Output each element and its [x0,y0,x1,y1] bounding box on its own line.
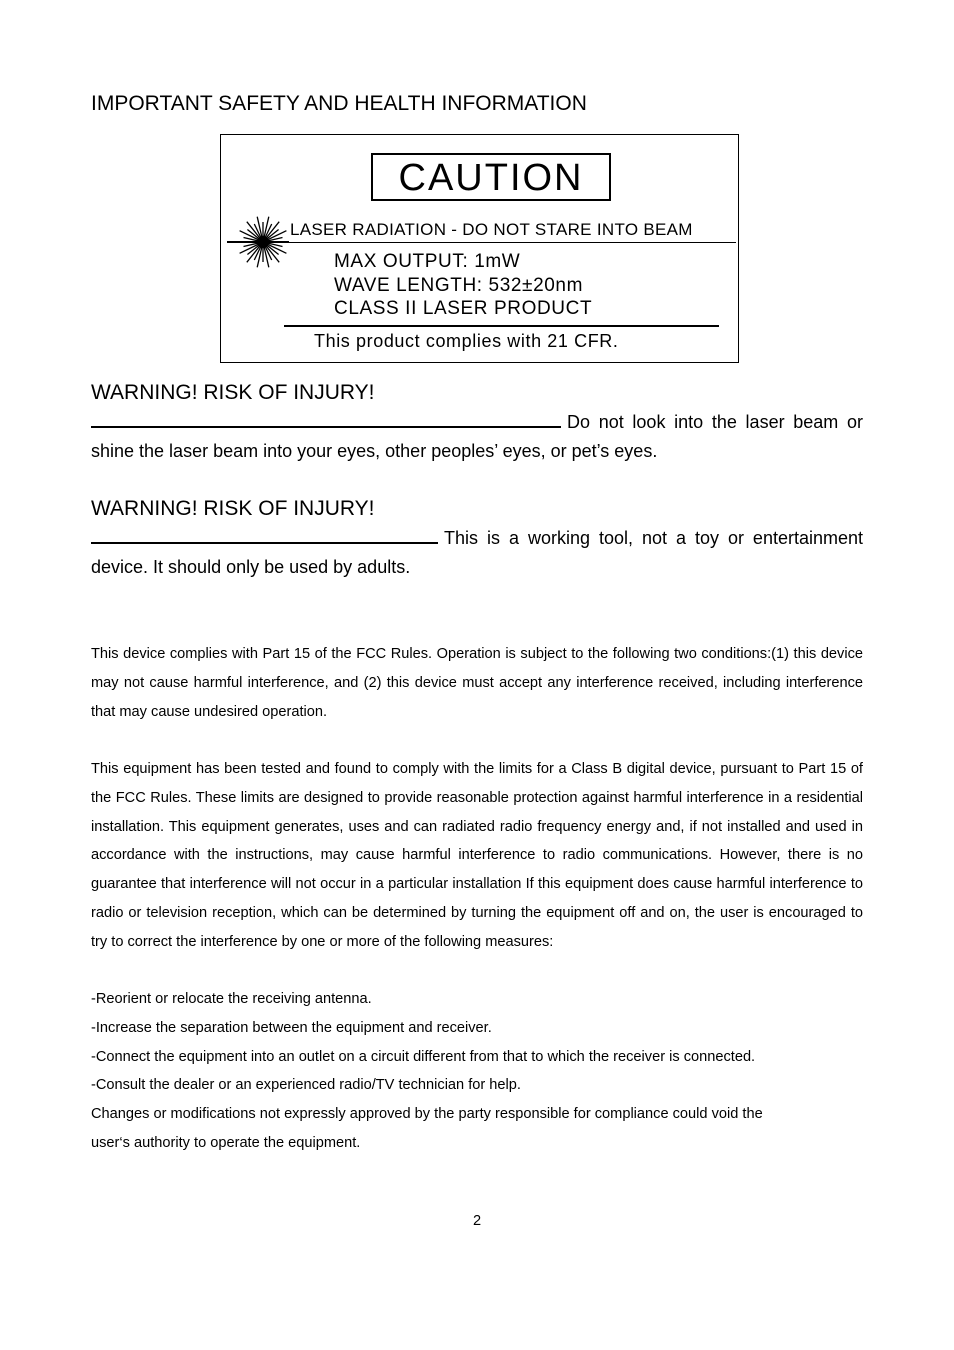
warning-body-1-first: Do not look into the laser beam or [567,412,863,432]
warning-body-2-first: This is a working tool, not a toy or entertainment [444,528,863,548]
fcc-measure-item: -Connect the equipment into an outlet on a circuit different from that to which the receiver is connected. [91,1048,756,1065]
caution-label [220,134,739,363]
spec-laser-class: CLASS II LASER PRODUCT [334,298,593,319]
caution-title-frame [371,153,611,201]
fcc-measure-item: -Increase the separation between the equipment and receiver. [91,1019,492,1036]
warning-heading-2: WARNING! RISK OF INJURY! [91,497,375,520]
warning-body-1-rest: shine the laser beam into your eyes, other peoples’ eyes, or pet’s eyes. [91,441,658,461]
page-number: 2 [472,1213,482,1229]
warning-heading-1: WARNING! RISK OF INJURY! [91,381,375,404]
warning-body-2-rest: device. It should only be used by adults. [91,557,411,577]
fcc-measure-item: -Consult the dealer or an experienced radio/TV technician for help. [91,1077,521,1094]
fcc-paragraph-1 [91,640,863,726]
caution-title: CAUTION [398,157,584,199]
compliance-text: This product complies with 21 CFR. [314,331,619,351]
fcc-measures-list [91,985,881,1100]
fcc-measure-item: -Reorient or relocate the receiving antenna. [91,991,372,1007]
laser-warning-underline [227,242,736,243]
fcc-paragraph-1-text: This device complies with Part 15 of the FCC Rules. Operation is subject to the following two conditions:(1) this device may not cause harmful interference, and (2) this device must accept any interference received, including interference that may cause undesired operation. [91,646,863,720]
warning-redaction-line [91,408,561,428]
fcc-closing [91,1100,863,1158]
fcc-paragraph-2 [91,755,863,957]
compliance-divider [284,325,719,327]
fcc-closing-line: user‘s authority to operate the equipment. [91,1134,361,1151]
fcc-closing-line: Changes or modifications not expressly approved by the party responsible for compliance could void the [91,1106,763,1122]
fcc-paragraph-2-text: This equipment has been tested and found to comply with the limits for a Class B digital device, pursuant to Part 15 of the FCC Rules. These limits are designed to provide reasonable protection against harmful interference in a residential installation. This equipment generates, uses and can radiated radio frequency energy and, if not installed and used in accordance with the instructions, may cause harmful interference to radio communications. However, there is no guarantee that interference will not occur in a particular installation If this equipment does cause harmful interference to radio or television reception, which can be determined by turning the equipment off and on, the user is encouraged to try to correct the interference by one or more of the following measures: [91,761,863,950]
warning-body-2 [91,524,863,582]
page-heading: IMPORTANT SAFETY AND HEALTH INFORMATION [91,92,587,115]
laser-warning-text: LASER RADIATION - DO NOT STARE INTO BEAM [290,220,693,239]
spec-wave-length: WAVE LENGTH: 532±20nm [334,275,583,296]
warning-redaction-line [91,524,438,544]
spec-max-output: MAX OUTPUT: 1mW [334,251,521,272]
laser-starburst-icon [225,215,289,273]
warning-body-1 [91,408,863,466]
